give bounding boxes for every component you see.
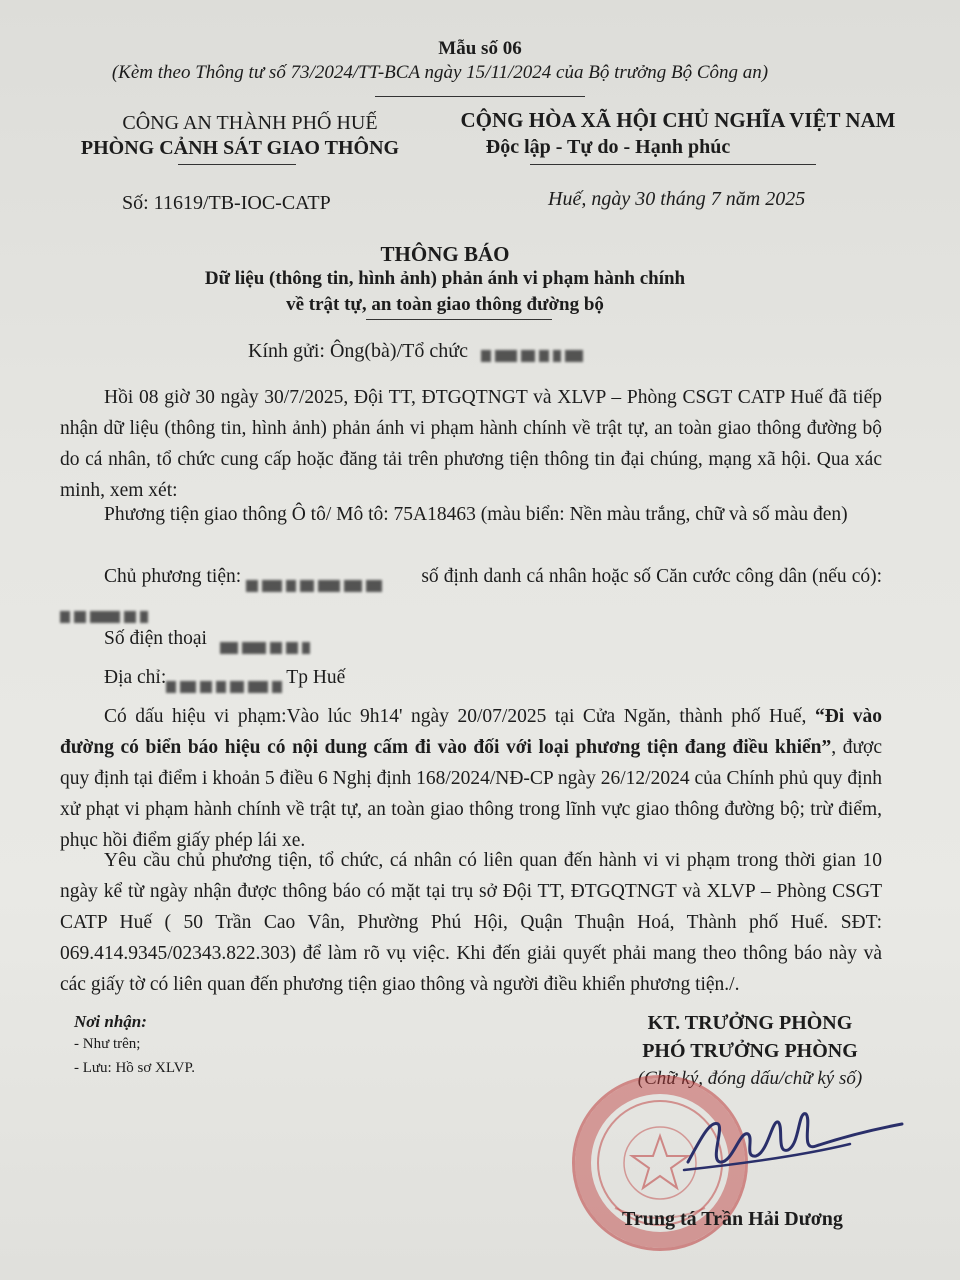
- signer-name: Trung tá Trần Hải Dương: [622, 1208, 843, 1230]
- violation-legal-basis: , được quy định tại điểm i khoản 5 điều 6 Nghị định 168/2024/NĐ-CP ngày 26/12/2024 của Chính phủ quy định xử phạt vi phạm hành chính về trật tự, an toàn giao thông trong lĩnh vực giao thông đường bộ; trừ điểm, phục hồi điểm giấy phép lái xe.: [60, 737, 882, 851]
- nation-title: CỘNG HÒA XÃ HỘI CHỦ NGHĨA VIỆT NAM: [460, 108, 896, 132]
- doc-title: THÔNG BÁO: [380, 242, 510, 266]
- divider: [530, 164, 816, 165]
- divider: [375, 96, 585, 97]
- owner-paragraph: [60, 561, 882, 623]
- phone-paragraph: [60, 623, 882, 654]
- agency-name: PHÒNG CẢNH SÁT GIAO THÔNG: [80, 137, 400, 159]
- redacted-address: [166, 672, 286, 686]
- violation-description: “Đi vào đường có biển báo hiệu có nội dung cấm đi vào đối với loại phương tiện đang điều khiển”: [60, 706, 883, 758]
- intro-paragraph: [60, 382, 882, 506]
- address-paragraph: [60, 662, 882, 693]
- signature-note: (Chữ ký, đóng dấu/chữ ký số): [637, 1068, 863, 1089]
- recipient-item: - Như trên;: [74, 1036, 141, 1052]
- handwritten-signature: [680, 1100, 910, 1190]
- recipient-item: - Lưu: Hồ sơ XLVP.: [74, 1060, 195, 1076]
- doc-number: Số: 11619/TB-IOC-CATP: [122, 192, 331, 214]
- vehicle-paragraph: [60, 499, 882, 530]
- violation-intro: Có dấu hiệu vi phạm:Vào lúc 9h14' ngày 20/07/2025 tại Cửa Ngăn, thành phố Huế,: [104, 706, 807, 727]
- address-suffix: Tp Huế: [286, 667, 346, 688]
- divider: [178, 164, 296, 165]
- recipient-label: Kính gửi: Ông(bà)/Tổ chức: [248, 340, 468, 362]
- signature-title-2: PHÓ TRƯỞNG PHÒNG: [642, 1040, 858, 1062]
- request-text: Yêu cầu chủ phương tiện, tổ chức, cá nhân có liên quan đến hành vi vi phạm trong thời gian 10 ngày kể từ ngày nhận được thông báo có mặt tại trụ sở Đội TT, ĐTGQTNGT và XLVP – Phòng CSGT CATP Huế ( 50 Trần Cao Vân, Phường Phú Hội, Quận Thuận Hoá, Thành phố Huế. SĐT: 069.414.9345/02343.822.303) để làm rõ vụ việc. Khi đến giải quyết phải mang theo thông báo này và các giấy tờ có liên quan đến phương tiện giao thông và người điều khiển phương tiện./.: [60, 850, 882, 995]
- doc-subtitle-2: về trật tự, an toàn giao thông đường bộ: [286, 294, 604, 315]
- redacted-owner: [246, 571, 416, 585]
- recipient-line: [248, 340, 587, 363]
- redacted-phone: [220, 633, 314, 647]
- owner-label: Chủ phương tiện:: [104, 566, 242, 587]
- request-paragraph: [60, 845, 882, 1000]
- vehicle-text: Phương tiện giao thông Ô tô/ Mô tô: 75A18463 (màu biển: Nền màu trắng, chữ và số màu đen): [104, 504, 848, 525]
- divider: [366, 319, 552, 320]
- agency-parent: CÔNG AN THÀNH PHỐ HUẾ: [122, 112, 378, 134]
- phone-label: Số điện thoại: [104, 628, 207, 649]
- redacted-recipient: [481, 345, 587, 359]
- nation-motto: Độc lập - Tự do - Hạnh phúc: [485, 136, 731, 158]
- redacted-owner-id: [60, 602, 152, 616]
- doc-subtitle-1: Dữ liệu (thông tin, hình ảnh) phản ánh vi phạm hành chính: [204, 268, 686, 289]
- owner-id-label: số định danh cá nhân hoặc số Căn cước công dân (nếu có):: [421, 566, 883, 587]
- place-date: Huế, ngày 30 tháng 7 năm 2025: [548, 188, 806, 210]
- form-attachment: (Kèm theo Thông tư số 73/2024/TT-BCA ngày 15/11/2024 của Bộ trưởng Bộ Công an): [111, 62, 769, 83]
- signature-title-1: KT. TRƯỞNG PHÒNG: [647, 1012, 853, 1034]
- form-number: Mẫu số 06: [438, 38, 522, 59]
- address-label: Địa chỉ:: [104, 667, 167, 688]
- intro-text: Hồi 08 giờ 30 ngày 30/7/2025, Đội TT, ĐTGQTNGT và XLVP – Phòng CSGT CATP Huế đã tiếp nhận dữ liệu (thông tin, hình ảnh) phản ánh vi phạm hành chính về trật tự, an toàn giao thông đường bộ do cá nhân, tổ chức cung cấp hoặc đăng tải trên phương tiện thông tin đại chúng, mạng xã hội. Qua xác minh, xem xét:: [60, 387, 882, 501]
- violation-paragraph: [60, 701, 882, 856]
- recipients-label: Nơi nhận:: [74, 1012, 147, 1031]
